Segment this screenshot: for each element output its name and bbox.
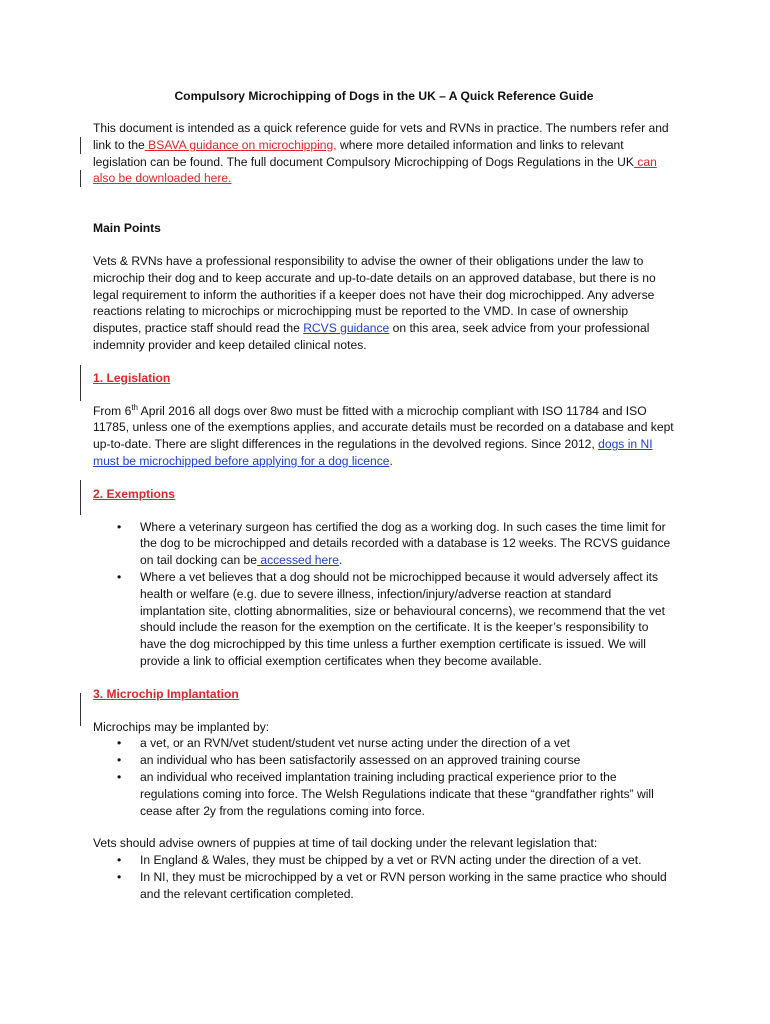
change-bar (80, 137, 81, 154)
exemptions-heading: 2. Exemptions (93, 486, 175, 501)
bullet-icon: • (117, 753, 122, 768)
bsava-guidance-link[interactable]: BSAVA guidance on microchipping, (144, 137, 337, 152)
list-item: • an individual who has been satisfactorily assessed on an approved training course (117, 753, 581, 768)
list-item: • Where a vet believes that a dog should not be microchipped because it would adversely affect its health or welfare (e.g. due to severe illness, infection/injury/adverse reaction at standard implantation site, clotting abnormalities, size or behavioural concerns), we recommend that the vet should include the reason for the exemption on the certificate. It is the keeper’s responsibility to have the dog microchipped by this time unless a further exemption certificate is issued. We will provide a link to official exemption certificates when they become available. (117, 569, 665, 668)
change-bar (80, 693, 81, 726)
implantation-heading: 3. Microchip Implantation (93, 686, 239, 701)
bullet-icon: • (117, 519, 122, 534)
bullet-icon: • (117, 769, 122, 784)
list-item: • an individual who received implantation training including practical experience prior to the regulations coming into force. The Welsh Regulations indicate that these “grandfather rights” will cease after 2y from the regulations coming into force. (117, 769, 654, 818)
change-bar (80, 365, 81, 401)
main-points-heading: Main Points (93, 221, 161, 236)
change-bar (80, 480, 81, 515)
list-item: • a vet, or an RVN/vet student/student vet nurse acting under the direction of a vet (117, 736, 571, 751)
rcvs-guidance-link[interactable]: RCVS guidance (303, 321, 390, 336)
document-page (93, 88, 675, 902)
list-item: • Where a veterinary surgeon has certified the dog as a working dog. In such cases the time limit for the dog to be microchipped and details recorded with a database is 12 weeks. The RCVS guidance on tail docking can be accessed here. (117, 519, 671, 568)
main-points-paragraph: Vets & RVNs have a professional responsibility to advise the owner of their obligations under the law to microchip their dog and to keep accurate and up-to-date details on an approved database, but there is no legal requirement to inform the authorities if a keeper does not have their dog microchipped. Any adverse reactions relating to microchips or microchipping must be reported to the VMD. In case of ownership disputes, practice staff should read the RCVS guidance on this area, seek advice from your professional indemnity provider and keep detailed clinical notes. (93, 253, 656, 352)
list-item: • In NI, they must be microchipped by a vet or RVN person working in the same practice who should and the relevant certification completed. (117, 869, 667, 901)
tail-docking-guidance-link[interactable]: accessed here (257, 553, 340, 568)
document-title: Compulsory Microchipping of Dogs in the UK – A Quick Reference Guide (174, 89, 594, 103)
ni-dog-licence-link[interactable]: dogs in NI must be microchipped before applying for a dog licence (93, 437, 653, 468)
advise-paragraph: Vets should advise owners of puppies at time of tail docking under the relevant legislation that: (93, 836, 598, 851)
exemptions-list (93, 519, 675, 670)
implanters-list (93, 735, 675, 819)
legislation-heading: 1. Legislation (93, 370, 171, 385)
intro-paragraph: This document is intended as a quick reference guide for vets and RVNs in practice. The numbers refer and link to the BSAVA guidance on microchipping, where more detailed information and links to relevant legislation can be found. The full document Compulsory Microchipping of Dogs Regulations in the UK can also be downloaded here. (93, 121, 669, 186)
implantation-intro: Microchips may be implanted by: (93, 719, 270, 734)
legislation-paragraph: From 6th April 2016 all dogs over 8wo must be fitted with a microchip compliant with ISO 11784 and ISO 11785, unless one of the exemptions applies, and accurate details must be recorded on a database and kept up-to-date. There are slight differences in the regulations in the devolved regions. Since 2012, dogs in NI must be microchipped before applying for a dog licence. (93, 402, 674, 468)
bullet-icon: • (117, 569, 122, 584)
list-item: • In England & Wales, they must be chipped by a vet or RVN acting under the direction of a vet. (117, 853, 642, 868)
advise-list (93, 852, 675, 902)
change-bar (80, 170, 81, 187)
bullet-icon: • (117, 736, 122, 751)
bullet-icon: • (117, 869, 122, 884)
download-link[interactable]: can also be downloaded here. (93, 154, 657, 186)
bullet-icon: • (117, 853, 122, 868)
